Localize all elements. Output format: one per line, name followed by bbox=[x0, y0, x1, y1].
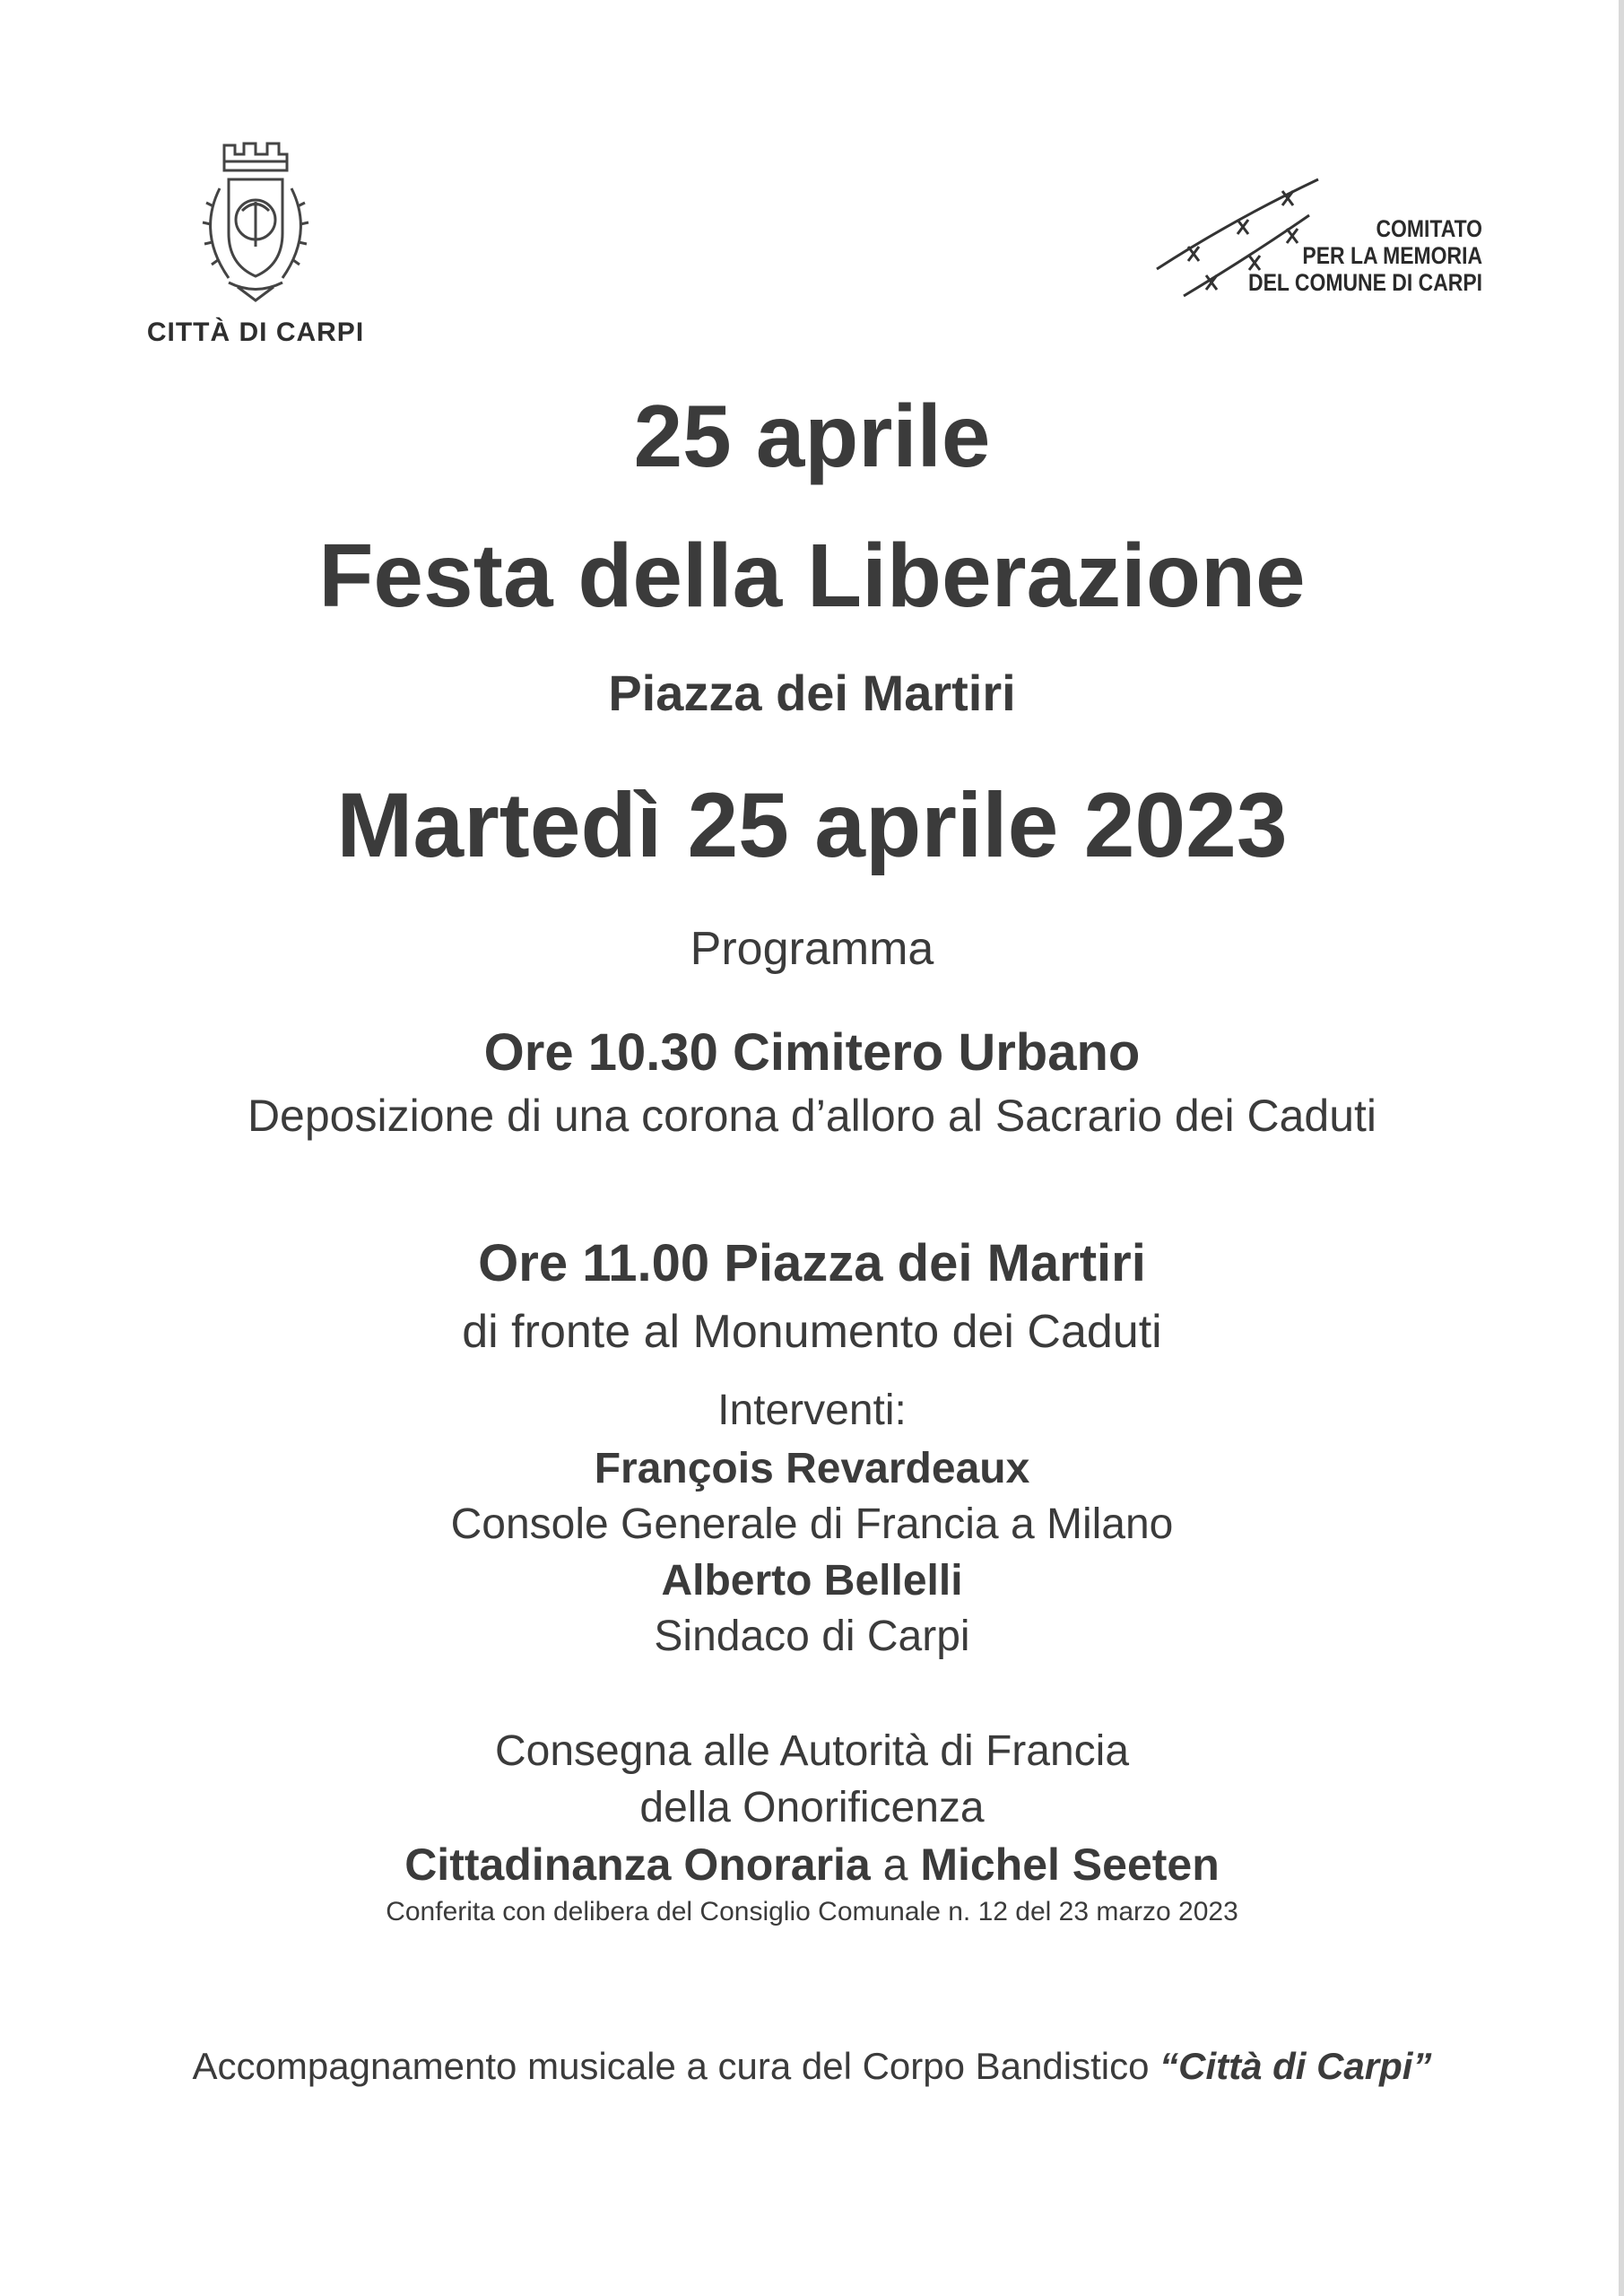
event-1-description: Deposizione di una corona d’alloro al Sacrario dei Caduti bbox=[247, 1091, 1377, 1141]
interventi-label: Interventi: bbox=[717, 1387, 907, 1434]
event-2-description: di fronte al Monumento dei Caduti bbox=[462, 1306, 1162, 1358]
programma-heading: Programma bbox=[690, 923, 934, 975]
city-name: CITTÀ DI CARPI bbox=[146, 317, 365, 347]
consegna-line-1: Consegna alle Autorità di Francia bbox=[494, 1727, 1130, 1775]
city-logo-block bbox=[135, 135, 377, 348]
title-festa: Festa della Liberazione bbox=[318, 526, 1306, 626]
page-edge bbox=[1619, 0, 1624, 2296]
committee-line-1: COMITATO bbox=[1376, 215, 1482, 242]
speaker-1-name: François Revardeaux bbox=[594, 1445, 1030, 1492]
accompaniment-line bbox=[0, 2045, 1624, 2088]
speaker-2-name: Alberto Bellelli bbox=[661, 1557, 963, 1605]
speaker-1-role: Console Generale di Francia a Milano bbox=[450, 1500, 1174, 1548]
honor-connector: a bbox=[870, 1839, 921, 1890]
committee-line-2: PER LA MEMORIA bbox=[1302, 242, 1482, 269]
honor-recipient: Michel Seeten bbox=[920, 1839, 1220, 1890]
full-date: Martedì 25 aprile 2023 bbox=[336, 774, 1288, 876]
event-2-title: Ore 11.00 Piazza dei Martiri bbox=[478, 1234, 1146, 1292]
honor-name: Cittadinanza Onoraria bbox=[404, 1839, 871, 1890]
event-1-title: Ore 10.30 Cimitero Urbano bbox=[483, 1023, 1141, 1082]
delibera-note: Conferita con delibera del Consiglio Comunale n. 12 del 23 marzo 2023 bbox=[386, 1897, 1238, 1926]
accompaniment-text: Accompagnamento musicale a cura del Corpo Bandistico bbox=[192, 2045, 1160, 2087]
speaker-2-role: Sindaco di Carpi bbox=[654, 1613, 970, 1660]
honor-line bbox=[0, 1839, 1624, 1891]
committee-name bbox=[1248, 215, 1482, 296]
consegna-line-2: della Onorificenza bbox=[639, 1784, 985, 1831]
coat-of-arms-icon bbox=[188, 135, 323, 305]
committee-logo-block bbox=[1152, 166, 1493, 318]
band-name: “Città di Carpi” bbox=[1159, 2045, 1432, 2087]
committee-line-3: DEL COMUNE DI CARPI bbox=[1248, 269, 1482, 296]
title-date: 25 aprile bbox=[633, 387, 991, 485]
title-place: Piazza dei Martiri bbox=[608, 665, 1016, 721]
